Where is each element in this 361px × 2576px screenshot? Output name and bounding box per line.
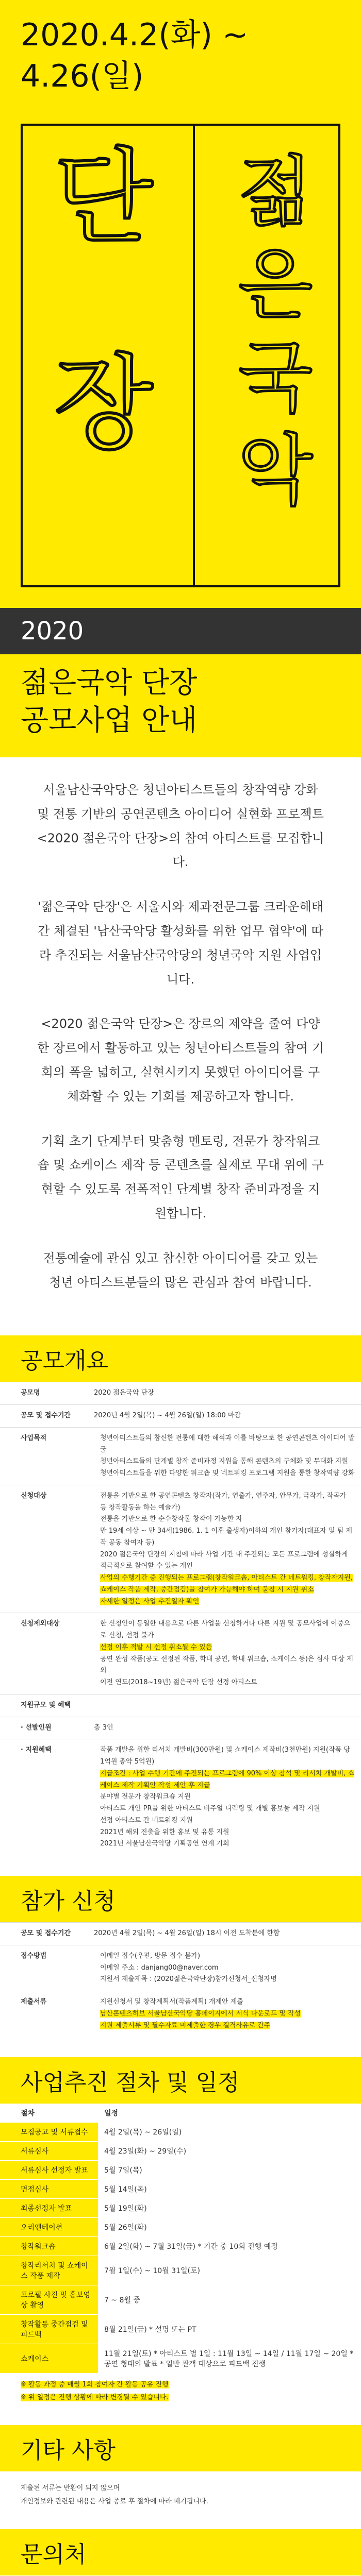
intro-paragraph: 기획 초기 단계부터 맞춤형 멘토링, 전문가 창작워크숍 및 쇼케이스 제작 등 콘텐츠를 실제로 무대 위에 구현할 수 있도록 전폭적인 단계별 창작 준비과정을 지원합니다. [37,1133,324,1221]
year-band [0,608,361,654]
vertical-char: 악 [238,426,313,516]
intro-paragraph: 전통예술에 관심 있고 참신한 아이디어를 갖고 있는 청년 아티스트분들의 많은 관심과 참여 바랍니다. [43,1250,318,1290]
table-row [0,2315,361,2344]
row-key: 공모 및 접수기간 [0,1405,88,1428]
schedule-table [0,2104,361,2374]
hero-logo-box [21,124,340,587]
step: 면접심사 [0,2180,98,2199]
row-value: 전통을 기반으로 한 공연콘텐츠 창작자(작가, 연출가, 연주자, 안무가, 극작가, 작곡가 등 창작활동을 하는 예술가) [100,1492,347,1512]
table-row [0,2218,361,2237]
row-value: 한 신청인이 동일한 내용으로 다른 사업을 신청하거나 다른 지원 및 공모사업에 이중으로 신청, 선정 불가 [100,1620,350,1640]
apply-table [0,1922,361,2037]
date: 4월 23일(화) ~ 29일(수) [98,2142,361,2161]
note: ※ 위 일정은 진행 상황에 따라 변경될 수 있습니다. [21,2394,169,2402]
intro-paragraph: 서울남산국악당은 청년아티스트들의 창작역량 강화 및 전통 기반의 공연콘텐츠 아이디어 실현화 프로젝트 <2020 젊은국악 단장>의 참여 아티스트를 모집합니다. [37,783,324,870]
table-row [0,1694,361,1717]
schedule-notes [0,2374,361,2409]
table-row [0,1427,361,1485]
row-value: 아티스트 개인 PR을 위한 아티스트 비주얼 디렉팅 및 개별 홍보물 제작 지원 [100,1805,320,1813]
row-key: 지원규모 및 혜택 [0,1694,361,1717]
contact-heading: 문의처 [0,2529,361,2575]
row-value: 분야별 전문가 창작워크숍 지원 [100,1793,191,1801]
hero-char-jang: 장 [54,344,154,464]
table-row [0,1991,361,2037]
vertical-char: 국 [238,333,313,423]
table-row [0,2142,361,2161]
date: 5월 7일(목) [98,2161,361,2180]
schedule-heading: 사업추진 절차 및 일정 [0,2057,361,2104]
row-value: 총 3인 [88,1717,361,1739]
step: 창작리서치 및 쇼케이스 작품 제작 [0,2256,98,2285]
table-row [0,1613,361,1694]
overview-heading: 공모개요 [0,1335,361,1382]
highlight-note: 선정 이후 적발 시 선정 취소될 수 있음 [100,1643,212,1651]
title-line1: 젊은국악 단장 [21,666,198,700]
row-value: 선정 아티스트 간 네트워킹 지원 [100,1816,193,1824]
step: 창작워크숍 [0,2237,98,2256]
intro-paragraph: '젊은국악 단장'은 서울시와 제과전문그룹 크라운해태 간 체결된 '남산국악당 활성화를 위한 업무 협약'에 따라 추진되는 서울남산국악당의 청년국악 지원 사업입니다. [38,900,323,987]
row-value: 2021년 해외 진출을 위한 홍보 및 유통 지원 [100,1828,229,1836]
table-row [0,1945,361,1991]
title-line2: 공모사업 안내 [21,703,198,737]
row-value: 지원서 제출제목 : (2020젊은국악단장)참가신청서_신청자명 [100,1975,277,1984]
table-row [0,2161,361,2180]
row-value: 2020년 4월 2일(목) ~ 4월 26일(일) 18시 이전 도착분에 한함 [88,1923,361,1945]
row-key: ∙ 지원혜택 [0,1739,88,1855]
table-row [0,2344,361,2374]
row-value: 2021년 서울남산국악당 기획공연 연계 기회 [100,1840,229,1848]
step: 모집공고 및 서류접수 [0,2123,98,2142]
hero-section [0,0,361,608]
step: 창작활동 중간점검 및 피드백 [0,2315,98,2344]
etc-line: 개인정보와 관련된 내용은 사업 종료 후 절차에 따라 폐기됩니다. [21,2497,208,2505]
row-value: 지원신청서 및 창작계획서(작품계획) 개제안 제출 [100,1998,243,2006]
table-row [0,1405,361,1428]
row-value: 청년아티스트들의 단계별 창작 준비과정 지원을 통해 콘텐츠의 구체화 및 무대화 지원 [100,1458,348,1466]
hero-vertical-text [214,146,337,517]
table-row [0,2123,361,2142]
step: 프로필 사진 및 홍보영상 촬영 [0,2285,98,2315]
row-value: 청년아티스트들의 참신한 전통에 대한 해석과 이를 바탕으로 한 공연콘텐츠 아이디어 발굴 [100,1434,355,1454]
note: ※ 활동 과정 중 매월 1회 참여자 간 활동 공유 진행 [21,2381,169,2389]
vertical-char: 은 [238,241,313,330]
row-value: 이전 연도(2018~19년) 젊은국악 단장 선정 아티스트 [100,1679,257,1687]
row-key: 제출서류 [0,1991,88,2037]
table-row [0,2237,361,2256]
table-row [0,1382,361,1405]
row-value: 2020 젊은국악 단장 [88,1382,361,1405]
intro-section [0,757,361,1335]
highlight-note: 사업의 수행기간 중 진행되는 프로그램(창작워크숍, 아티스트 간 네트워킹, 창작자지원, 쇼케이스 작품 제작, 중간점검)을 참여가 가능해야 하며 불참 시 지원 취소 [100,1574,353,1594]
row-value: 2020년 4월 2일(목) ~ 4월 26일(일) 18:00 마감 [88,1405,361,1428]
vertical-char: 젊 [238,148,313,238]
date: 4월 2일(목) ~ 26일(일) [98,2123,361,2142]
date: 8월 21일(금) * 설명 또는 PT [98,2315,361,2344]
row-key: 신청제외대상 [0,1613,88,1694]
step: 서류심사 선정자 발표 [0,2161,98,2180]
row-value: 전통을 기반으로 한 순수창작물 창작이 가능한 자 [100,1515,242,1523]
row-value: 이메일 접수(우편, 방문 접수 불가) [100,1952,201,1960]
title-block [0,654,361,757]
row-value: 청년아티스트들을 위한 다양한 워크숍 및 네트워킹 프로그램 지원을 통한 창작역량 강화 [100,1469,355,1478]
table-row [0,2256,361,2285]
step: 서류심사 [0,2142,98,2161]
highlight-note: 자세한 일정은 사업 추진일자 확인 [100,1597,200,1605]
period-end-date: 4.26(일) [21,58,144,94]
row-value: 공연 완성 작품(공모 선정된 작품, 학내 공연, 학내 워크숍, 쇼케이스 등)은 심사 대상 제외 [100,1655,353,1675]
row-key: 신청대상 [0,1485,88,1613]
table-row [0,1717,361,1739]
step: 최종선정자 발표 [0,2199,98,2218]
table-row [0,1485,361,1613]
etc-line: 제출된 서류는 반환이 되지 않으며 [21,2484,120,2492]
email-link[interactable]: 이메일 주소 : danjang00@naver.com [100,1963,219,1972]
step: 쇼케이스 [0,2344,98,2374]
date: 7 ~ 8월 중 [98,2285,361,2315]
date: 5월 19일(화) [98,2199,361,2218]
period-start-date: 2020.4.2(화) ~ [21,17,249,53]
highlight-note: 지원 제출서류 및 필수자료 미제출한 경우 결격사유로 간주 [100,2021,271,2029]
table-row [0,1923,361,1945]
date: 6월 2일(화) ~ 7월 31일(금) * 기간 중 10회 진행 예정 [98,2237,361,2256]
date: 7월 1일(수) ~ 10월 31일(토) [98,2256,361,2285]
date: 11월 21일(토) * 아티스트 별 1일 : 11월 13일 ~ 14일 / 11월 17일 ~ 20일 * 공연 형태의 발표 * 일반 관객 대상으로 피드백 진행 [98,2344,361,2374]
row-key: 공모 및 접수기간 [0,1923,88,1945]
table-row [0,2199,361,2218]
year: 2020 [21,617,84,646]
row-value: 만 19세 이상 ~ 만 34세(1986. 1. 1 이후 출생자)이하의 개인 참가자(대표자 및 팀 제작 공동 참여자 등) [100,1527,352,1547]
apply-heading: 참가 신청 [0,1876,361,1922]
etc-heading: 기타 사항 [0,2425,361,2471]
col-header: 절차 [0,2104,98,2123]
hero-divider [193,126,195,585]
table-row [0,1739,361,1855]
table-row [0,2180,361,2199]
overview-table [0,1382,361,1855]
table-row [0,2285,361,2315]
highlight-note: 지급조건 : 사업 수행 기간에 주진되는 프로그램에 90% 이상 참석 및 리서치 개발비, 쇼케이스 제작 기획안 작성 제안 후 지급 [100,1769,354,1789]
hero-char-dan: 단 [54,138,154,258]
row-key: 공모명 [0,1382,88,1405]
row-key: 접수방법 [0,1945,88,1991]
row-value: 작품 개발을 위한 리서치 개발비(300만원) 및 쇼케이스 제작비(3천만원) 지원(작품 당 1억원 총약 5억원) [100,1746,350,1766]
highlight-note: 남산콘텐츠허브 서울남산국악당 홈페이지에서 서식 다운로드 및 작성 [100,2009,301,2018]
etc-body [0,2471,361,2519]
date: 5월 26일(화) [98,2218,361,2237]
step: 오리엔테이션 [0,2218,98,2237]
intro-paragraph: <2020 젊은국악 단장>은 장르의 제약을 줄여 다양한 장르에서 활동하고 있는 청년아티스트들의 참여 기회의 폭을 넓히고, 실현시키지 못했던 아이디어를 구체화할 수 있는 기회를 제공하고자 합니다. [37,1016,324,1104]
row-key: ∙ 선발인원 [0,1717,88,1739]
row-key: 사업목적 [0,1427,88,1485]
date: 5월 14일(목) [98,2180,361,2199]
row-value: 2020 젊은국악 단장의 지침에 따라 사업 기간 내 주진되는 모든 프로그램에 성실하게 적극적으로 참여할 수 있는 개인 [100,1550,348,1570]
col-header: 일정 [98,2104,361,2123]
table-header-row [0,2104,361,2123]
